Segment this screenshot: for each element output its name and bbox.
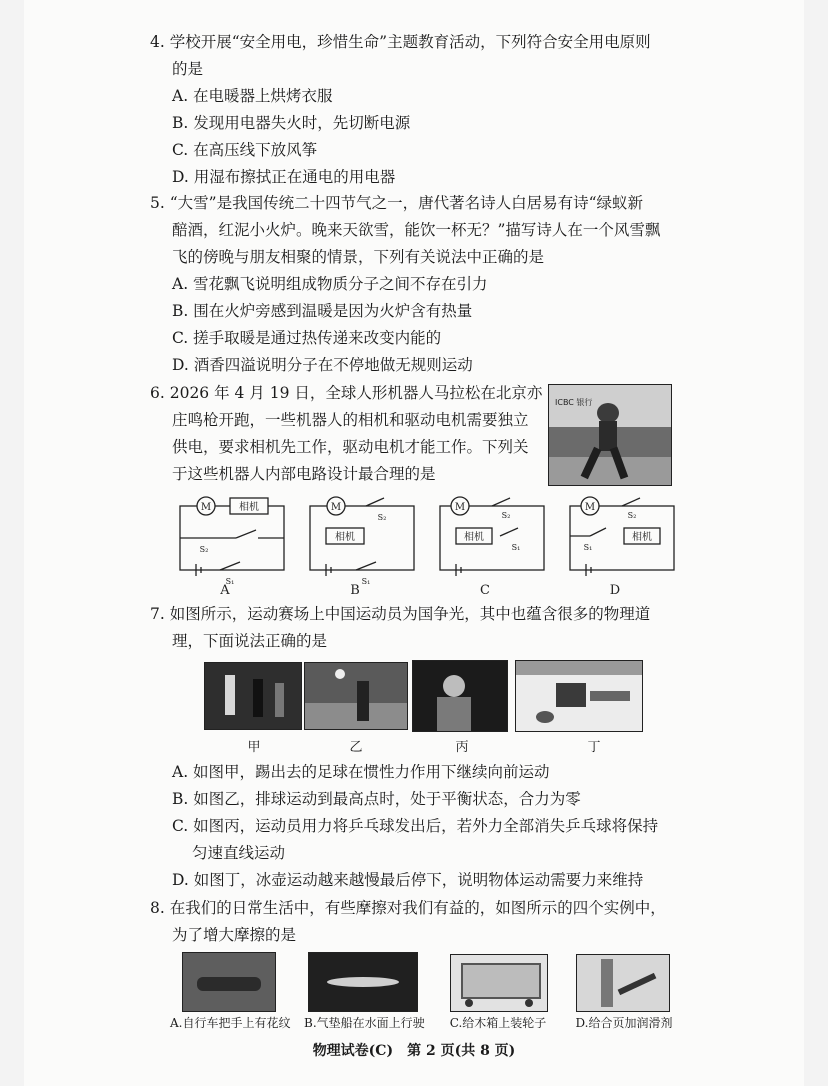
q8-stem-line2: 为了增大摩擦的是 — [172, 926, 297, 944]
circuit-a-motor: M — [200, 502, 212, 513]
q7-option-d: D. 如图丁，冰壶运动越来越慢最后停下，说明物体运动需要力来维持 — [172, 871, 644, 889]
q5-option-d: D. 酒香四溢说明分子在不停地做无规则运动 — [172, 356, 473, 374]
photo-yi-volleyball — [304, 662, 408, 730]
q4-option-c: C. 在高压线下放风筝 — [172, 141, 318, 159]
q7-option-c: C. 如图丙，运动员用力将乒乓球发出后，若外力全部消失乒乓球将保持 — [172, 817, 659, 835]
q7-option-a: A. 如图甲，踢出去的足球在惯性力作用下继续向前运动 — [172, 763, 550, 781]
circuit-a-camera: 相机 — [239, 502, 259, 513]
q5-option-c: C. 搓手取暖是通过热传递来改变内能的 — [172, 329, 442, 347]
circuit-label-a: A — [220, 583, 230, 598]
q4-stem-line2: 的是 — [172, 60, 204, 78]
circuit-label-c: C — [480, 583, 490, 598]
caption-ding: 丁 — [587, 740, 601, 755]
q4-option-d: D. 用湿布擦拭正在通电的用电器 — [172, 168, 396, 186]
circuit-d-motor: M — [584, 502, 596, 513]
q6-stem-line3: 供电，要求相机先工作，驱动电机才能工作。下列关 — [172, 438, 529, 456]
caption-q8-b: B.气垫船在水面上行驶 — [304, 1016, 425, 1030]
robot-marathon-photo — [548, 384, 672, 486]
circuit-c-s2: S₂ — [501, 511, 511, 520]
q5-stem-line3: 飞的傍晚与朋友相聚的情景，下列有关说法中正确的是 — [172, 248, 545, 266]
q7-stem-line1: 7. 如图所示，运动赛场上中国运动员为国争光，其中也蕴含很多的物理道 — [150, 605, 651, 623]
photo-jia-football — [204, 662, 302, 730]
q5-option-b: B. 围在火炉旁感到温暖是因为火炉含有热量 — [172, 302, 473, 320]
caption-yi: 乙 — [349, 740, 363, 755]
circuit-label-d: D — [609, 583, 621, 598]
circuit-c-s1: S₁ — [511, 543, 521, 552]
photo-hovercraft — [308, 952, 418, 1012]
q6-stem-line4: 于这些机器人内部电路设计最合理的是 — [172, 465, 436, 483]
caption-jia: 甲 — [247, 740, 261, 755]
circuit-a — [180, 497, 284, 576]
q4-option-b: B. 发现用电器失火时，先切断电源 — [172, 114, 411, 132]
circuit-b — [310, 497, 414, 576]
q5-stem-line2: 醅酒，红泥小火炉。晚来天欲雪，能饮一杯无？”描写诗人在一个风雪飘 — [172, 221, 661, 239]
q4-option-a: A. 在电暖器上烘烤衣服 — [172, 87, 333, 105]
page-footer: 物理试卷(C) 第 2 页(共 8 页) — [312, 1043, 516, 1059]
photo-wooden-box — [450, 954, 548, 1012]
circuit-d-camera: 相机 — [632, 532, 652, 543]
caption-bing: 丙 — [455, 740, 469, 755]
caption-q8-d: D.给合页加润滑剂 — [575, 1016, 673, 1030]
circuit-b-camera: 相机 — [335, 532, 355, 543]
circuit-label-b: B — [350, 583, 360, 598]
circuit-b-motor: M — [330, 502, 342, 513]
q6-stem-line1: 6. 2026 年 4 月 19 日，全球人形机器人马拉松在北京亦 — [150, 384, 543, 402]
caption-q8-a: A.自行车把手上有花纹 — [170, 1016, 291, 1030]
caption-q8-c: C.给木箱上装轮子 — [449, 1016, 547, 1030]
q7-option-c-cont: 匀速直线运动 — [192, 844, 286, 862]
photo-hinge — [576, 954, 670, 1012]
circuit-a-s1: S₁ — [225, 577, 235, 586]
photo-bing-table-tennis — [412, 660, 508, 732]
circuit-diagrams — [170, 488, 690, 600]
photo-ding-curling — [515, 660, 643, 732]
photo-sign-text: ICBC 银行 — [555, 398, 593, 407]
circuit-b-s2: S₂ — [377, 513, 387, 522]
q7-stem-line2: 理，下面说法正确的是 — [172, 632, 328, 650]
circuit-d-s2: S₂ — [627, 511, 637, 520]
circuit-c-motor: M — [454, 502, 466, 513]
circuit-c-camera: 相机 — [464, 532, 484, 543]
circuit-a-s2: S₂ — [199, 545, 209, 554]
circuit-d-s1: S₁ — [583, 543, 593, 552]
photo-bike-grip — [182, 952, 276, 1012]
q6-stem-line2: 庄鸣枪开跑，一些机器人的相机和驱动电机需要独立 — [172, 411, 529, 429]
q7-option-b: B. 如图乙，排球运动到最高点时，处于平衡状态，合力为零 — [172, 790, 581, 808]
q8-stem-line1: 8. 在我们的日常生活中，有些摩擦对我们有益的，如图所示的四个实例中， — [150, 899, 666, 917]
q4-stem-line1: 4. 学校开展“安全用电，珍惜生命”主题教育活动，下列符合安全用电原则 — [150, 33, 651, 51]
q5-stem-line1: 5. “大雪”是我国传统二十四节气之一，唐代著名诗人白居易有诗“绿蚁新 — [150, 194, 643, 212]
q5-option-a: A. 雪花飘飞说明组成物质分子之间不存在引力 — [172, 275, 488, 293]
circuit-b-s1: S₁ — [361, 577, 371, 586]
